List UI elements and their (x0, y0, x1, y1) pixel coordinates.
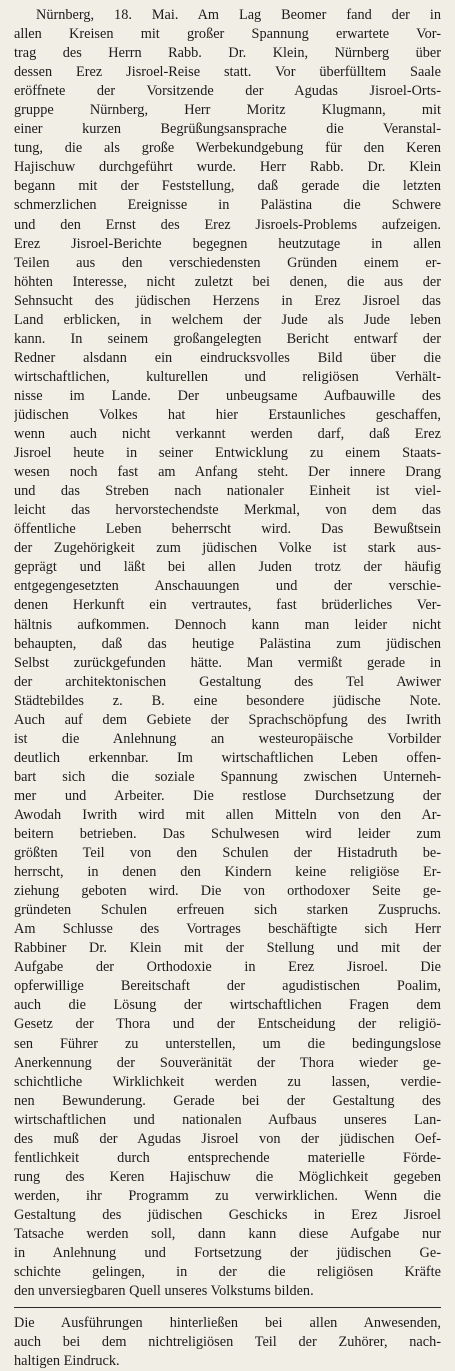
article-line: der Zugehörigkeit zum jüdischen Volke ist stark aus- (14, 540, 441, 557)
article-line: wirtschaftlichen, kulturellen und religiösen Verhält- (14, 368, 441, 385)
article-line: nen Bewunderung. Gerade bei der Gestaltung des (14, 1092, 441, 1109)
closing-paragraph (14, 1314, 441, 1371)
article-line: ziehung geboten wird. Die von orthodoxer Seite ge- (14, 883, 441, 900)
article-line: dessen Erez Jisroel-Reise statt. Vor überfülltem Saale (14, 64, 441, 81)
article-line: werden, ihr Programm zu verwirklichen. Wenn die (14, 1187, 441, 1204)
article-line: tung, die als große Werbekundgebung für den Keren (14, 140, 441, 157)
section-divider (14, 1307, 441, 1308)
article-line: kann. In seinem großangelegten Bericht entwarf der (14, 330, 441, 347)
article-line: öffentliche Leben beherrscht wird. Das Bewußtsein (14, 521, 441, 538)
article-line: allen Kreisen mit großer Spannung erwartete Vor- (14, 26, 441, 43)
article-line: Nürnberg, 18. Mai. Am Lag Beomer fand der in (36, 7, 441, 23)
article-line: Am Schlusse des Vortrages beschäftigte sich Herr (14, 921, 441, 938)
article-line: rung des Keren Hajischuw die Möglichkeit gegeben (14, 1168, 441, 1185)
closing-line: Die Ausführungen hinterließen bei allen Anwesenden, (14, 1315, 441, 1332)
article-line: behaupten, daß das heutige Palästina zum jüdischen (14, 635, 441, 652)
article-line: der architektonischen Gestaltung des Tel Awiwer (14, 673, 441, 690)
article-line: den unversiegbaren Quell unseres Volkstums bilden. (14, 1283, 314, 1300)
article-line: Gesetz der Thora und der Entscheidung der religiö- (14, 1016, 441, 1033)
article-line: Aufgabe der Orthodoxie in Erez Jisroel. Die (14, 959, 441, 976)
article-line: schichte gelingen, in der die religiösen Kräfte (14, 1264, 441, 1281)
article-line: bart sich die soziale Spannung zwischen Unterneh- (14, 768, 441, 785)
article-line: und den Ernst des Erez Jisroels-Problems aufzeigen. (14, 216, 441, 233)
article-line: auch die Lösung der wirtschaftlichen Fragen dem (14, 997, 441, 1014)
article-line: begann mit der Feststellung, daß gerade die letzten (14, 178, 441, 195)
article-line: wesen noch fast am Anfang steht. Der innere Drang (14, 464, 441, 481)
article-line: höhten Interesse, nicht zuletzt bei denen, die aus der (14, 273, 441, 290)
article-body (14, 6, 441, 1301)
article-line: jüdischen Volkes hat hier Erstaunliches geschaffen, (14, 406, 441, 423)
closing-line: haltigen Eindruck. (14, 1353, 120, 1370)
article-line: Sehnsucht des jüdischen Herzens in Erez Jisroel das (14, 292, 441, 309)
article-line: trag des Herrn Rabb. Dr. Klein, Nürnberg über (14, 45, 441, 62)
article-line: wirtschaftlichen und nationalen Aufbaus unseres Lan- (14, 1111, 441, 1128)
article-line: Selbst zurückgefunden hätte. Man vermißt gerade in (14, 654, 441, 671)
article-line: schichtliche Wirklichkeit werden zu lassen, verdie- (14, 1073, 441, 1090)
closing-line: auch bei dem nichtreligiösen Teil der Zuhörer, nach- (14, 1334, 441, 1351)
article-line: ist die Anlehnung an westeuropäische Vorbilder (14, 730, 441, 747)
article-line: geprägt und läßt bei allen Juden trotz der häufig (14, 559, 441, 576)
article-line: Städtebildes z. B. eine besondere jüdische Note. (14, 692, 441, 709)
article-line: leicht das hervorstechendste Merkmal, von dem das (14, 502, 441, 519)
article-line: Auch auf dem Gebiete der Sprachschöpfung des Iwrith (14, 711, 441, 728)
article-line: mer und Arbeiter. Die restlose Durchsetzung der (14, 787, 441, 804)
article-line: Jisroel heute in seiner Entwicklung zu einem Staats- (14, 445, 441, 462)
article-line: Gestaltung des jüdischen Geschicks in Erez Jisroel (14, 1206, 441, 1223)
article-line: Rabbiner Dr. Klein mit der Stellung und mit der (14, 940, 441, 957)
article-line: größten Teil von den Schulen der Histadruth be- (14, 845, 441, 862)
article-line: entgegengesetzten Anschauungen und der verschie- (14, 578, 441, 595)
article-line: fentlichkeit durch entsprechende materielle Förde- (14, 1149, 441, 1166)
article-line: Awodah Iwrith wird mit allen Mitteln von den Ar- (14, 806, 441, 823)
article-line: sen Führer zu unterstellen, um die bedingungslose (14, 1035, 441, 1052)
article-line: denen Herkunft ein vertrautes, fast brüderliches Ver- (14, 597, 441, 614)
article-line: Land erblicken, in welchem der Jude als Jude leben (14, 311, 441, 328)
article-line: hältnis aufkommen. Dennoch kann man leider nicht (14, 616, 441, 633)
article-line: in Anlehnung und Fortsetzung der jüdischen Ge- (14, 1245, 441, 1262)
article-line: wenn auch nicht verkannt werden darf, daß Erez (14, 426, 441, 443)
article-line: gruppe Nürnberg, Herr Moritz Klugmann, mit (14, 102, 441, 119)
article-line: Tatsache werden soll, dann kann diese Aufgabe nur (14, 1226, 441, 1242)
article-line: gründeten Schulen erfreuen sich starken Zuspruchs. (14, 902, 441, 919)
article-line: einer kurzen Begrüßungsansprache die Veranstal- (14, 121, 441, 138)
article-line: deutlich erkennbar. Im wirtschaftlichen Leben offen- (14, 749, 441, 766)
article-line: beitern betrieben. Das Schulwesen wird leider zum (14, 826, 441, 843)
article-line: Erez Jisroel-Berichte begegnen heutzutage in allen (14, 235, 441, 252)
article-line: des muß der Agudas Jisroel von der jüdischen Oef- (14, 1130, 441, 1147)
article-line: nisse im Lande. Der unbeugsame Aufbauwille des (14, 387, 441, 404)
article-line: und das Streben nach nationaler Einheit ist viel- (14, 483, 441, 500)
article-line: Teilen aus den verschiedensten Gründen einem er- (14, 254, 441, 271)
article-line: opferwillige Bereitschaft der agudistischen Poalim, (14, 978, 441, 995)
article-line: Anerkennung der Souveränität der Thora wieder ge- (14, 1054, 441, 1071)
article-line: Hajischuw durchgeführt wurde. Herr Rabb. Dr. Klein (14, 159, 441, 176)
article-line: eröffnete der Vorsitzende der Agudas Jisroel-Orts- (14, 83, 441, 100)
article-line: herrscht, in denen den Kindern keine religiöse Er- (14, 864, 441, 881)
article-line: schmerzlichen Ereignisse in Palästina die Schwere (14, 197, 441, 214)
article-line: Redner alsdann ein eindrucksvolles Bild über die (14, 349, 441, 366)
